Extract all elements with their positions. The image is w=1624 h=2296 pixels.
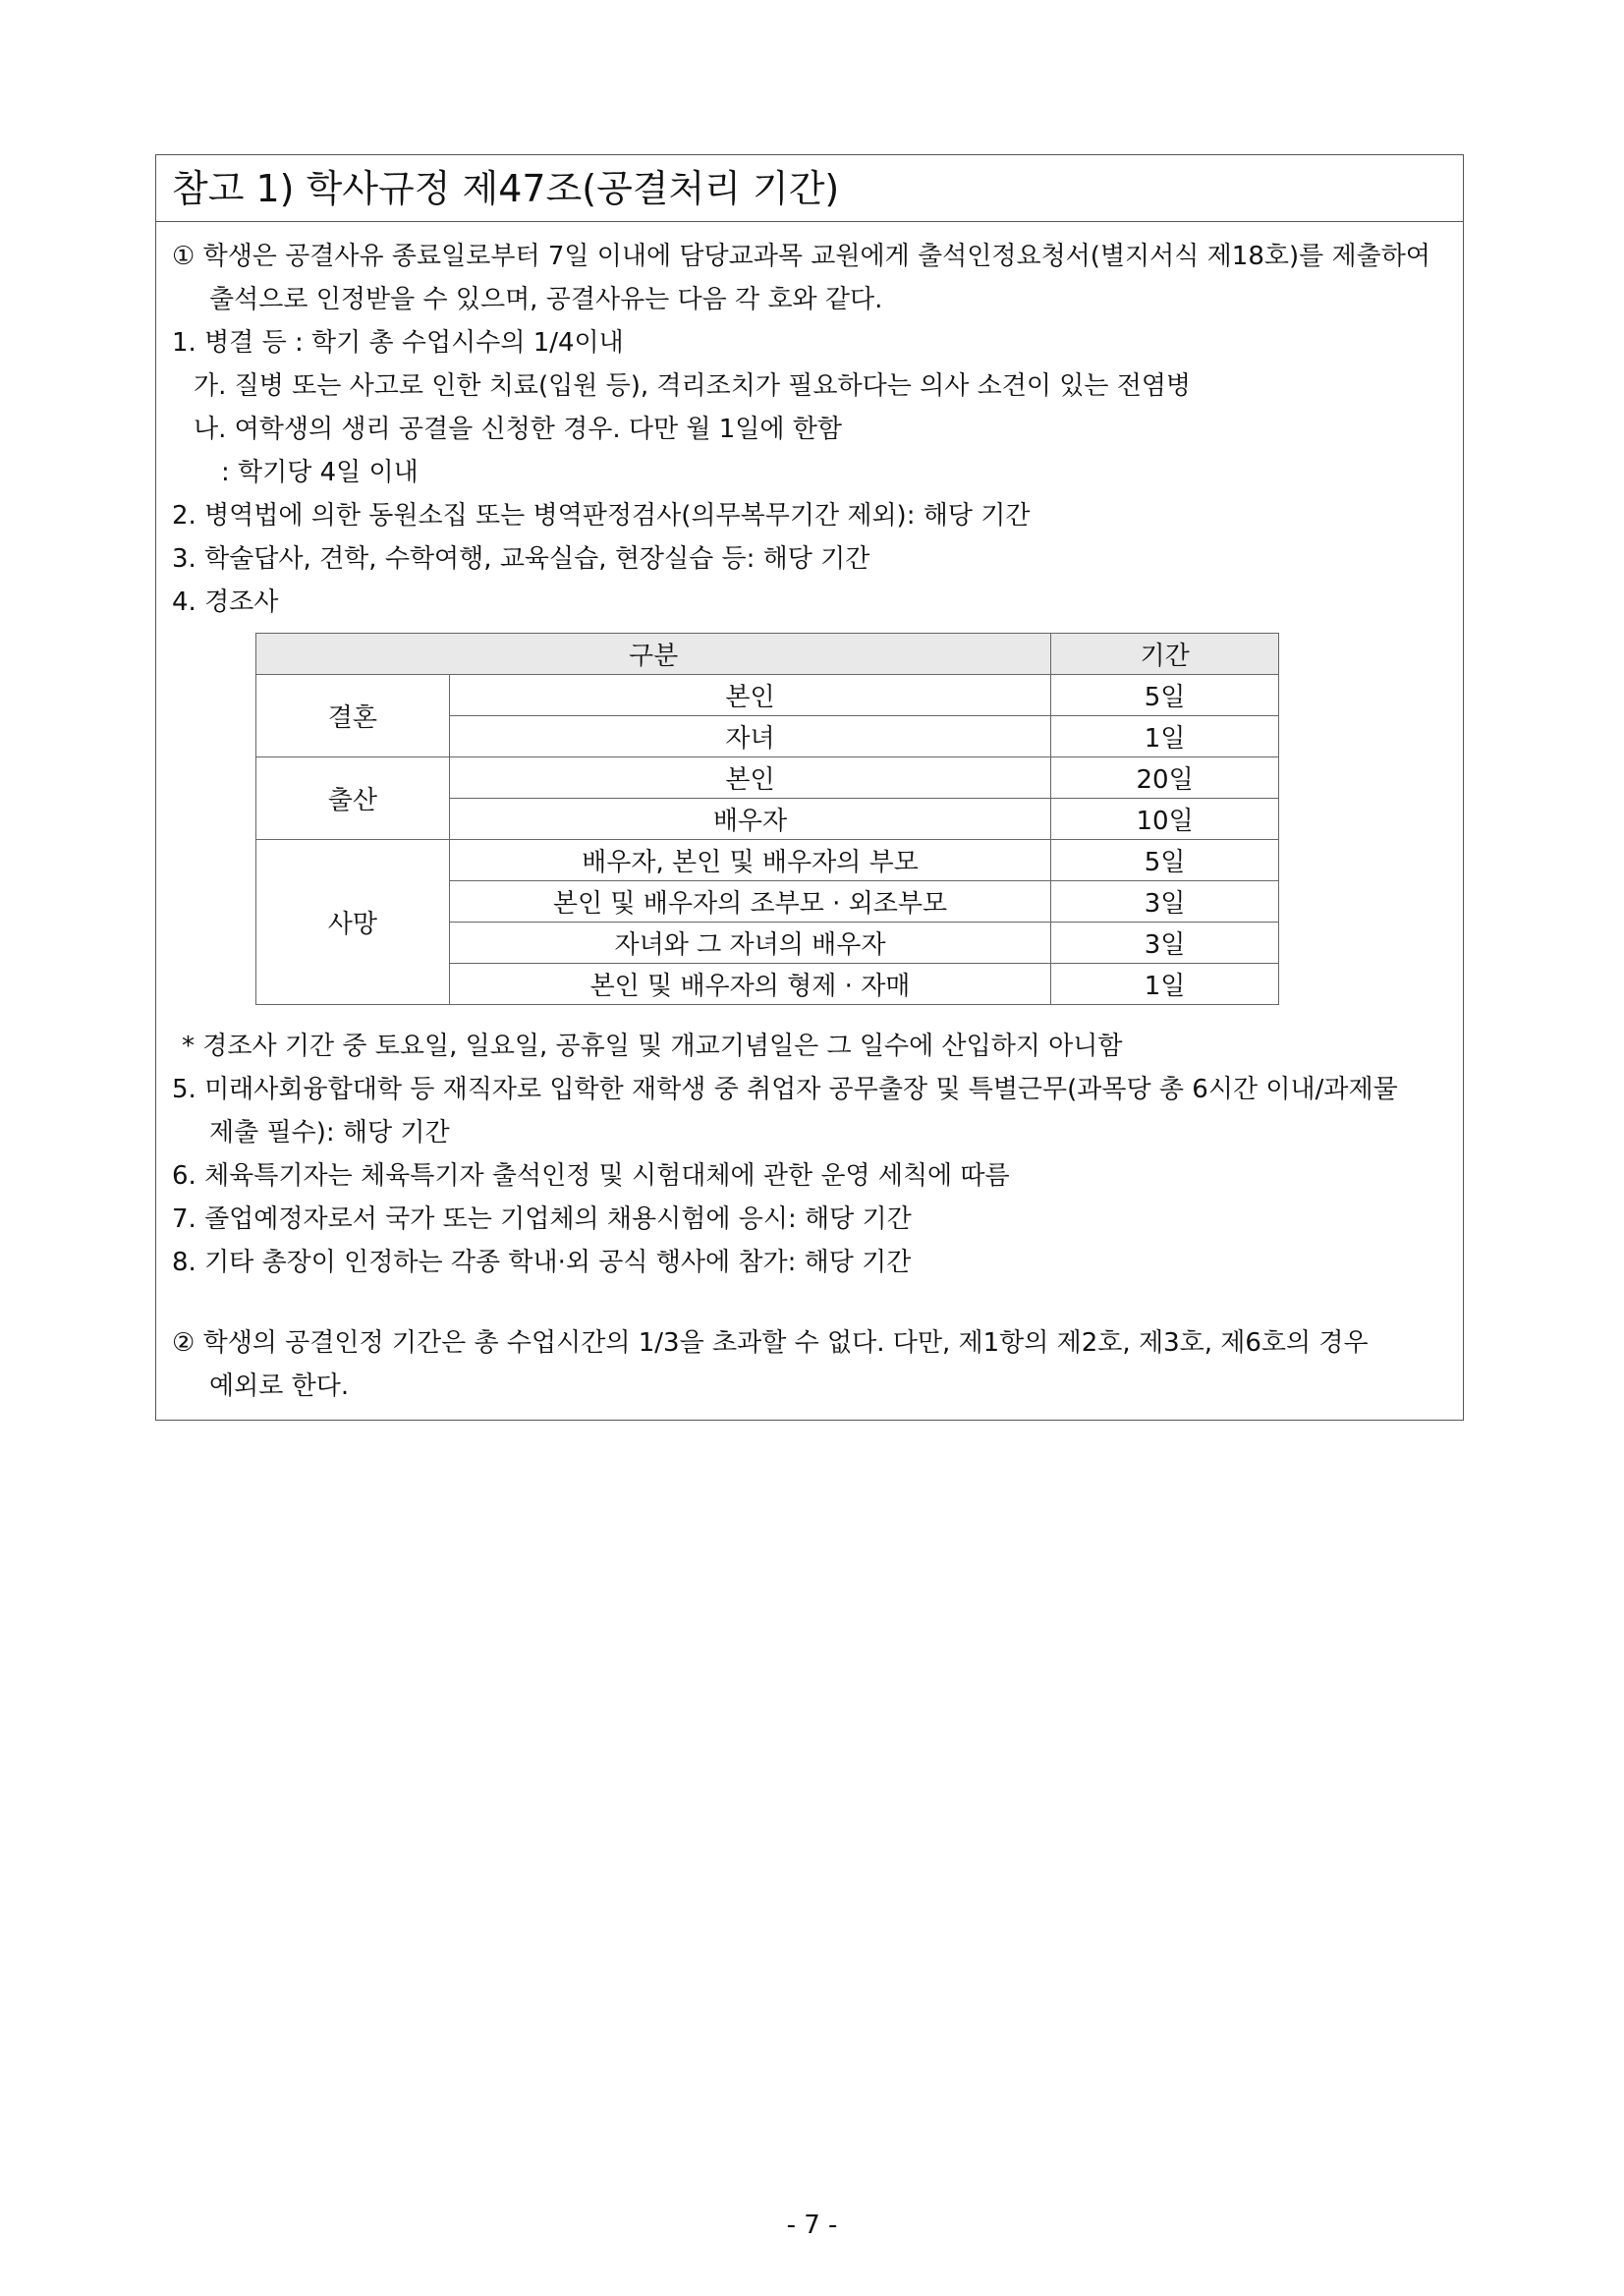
box-title: 참고 1) 학사규정 제47조(공결처리 기간) [156,155,1463,222]
row-period: 3일 [1051,881,1279,923]
page-number: - 7 - [786,2211,838,2240]
item6: 6. 체육특기자는 체육특기자 출석인정 및 시험대체에 관한 운영 세칙에 따름 [172,1161,1010,1191]
table-header-row [256,634,1279,675]
condolence-leave-table [255,633,1279,1005]
row-period: 5일 [1051,840,1279,881]
header-category: 구분 [256,634,1051,675]
row-label: 자녀 [449,716,1050,757]
group-childbirth: 출산 [256,757,450,840]
para2-line1: ② 학생의 공결인정 기간은 총 수업시간의 1/3을 초과할 수 없다. 다만, 제1항의 제2호, 제3호, 제6호의 경우 [172,1328,1369,1358]
para1-line1: ① 학생은 공결사유 종료일로부터 7일 이내에 담당교과목 교원에게 출석인정요청서(별지서식 제18호)를 제출하여 [172,242,1430,271]
row-label: 본인 및 배우자의 조부모 · 외조부모 [449,881,1050,923]
item5-line1: 5. 미래사회융합대학 등 재직자로 입학한 재학생 중 취업자 공무출장 및 특별근무(과목당 총 6시간 이내/과제물 [172,1075,1398,1104]
item7: 7. 졸업예정자로서 국가 또는 기업체의 채용시험에 응시: 해당 기간 [172,1204,912,1234]
row-period: 20일 [1051,757,1279,799]
item8: 8. 기타 총장이 인정하는 각종 학내·외 공식 행사에 참가: 해당 기간 [172,1248,912,1277]
row-period: 3일 [1051,923,1279,964]
item1-sub-ga: 가. 질병 또는 사고로 인한 치료(입원 등), 격리조치가 필요하다는 의사 소견이 있는 전염병 [194,371,1192,401]
table-row [256,675,1279,716]
row-label: 배우자, 본인 및 배우자의 부모 [449,840,1050,881]
row-period: 1일 [1051,964,1279,1005]
item4: 4. 경조사 [172,588,279,617]
group-marriage: 결혼 [256,675,450,757]
item2: 2. 병역법에 의한 동원소집 또는 병역판정검사(의무복무기간 제외): 해당 기간 [172,501,1031,531]
item3: 3. 학술답사, 견학, 수학여행, 교육실습, 현장실습 등: 해당 기간 [172,544,870,574]
row-period: 1일 [1051,716,1279,757]
group-death: 사망 [256,840,450,1005]
row-label: 본인 [449,675,1050,716]
item1-sub-na-note: : 학기당 4일 이내 [221,458,419,487]
para1-line2: 출석으로 인정받을 수 있으며, 공결사유는 다음 각 호와 같다. [209,285,883,314]
table-note: * 경조사 기간 중 토요일, 일요일, 공휴일 및 개교기념일은 그 일수에 산입하지 아니함 [182,1032,1123,1061]
row-period: 5일 [1051,675,1279,716]
row-period: 10일 [1051,799,1279,840]
row-label: 자녀와 그 자녀의 배우자 [449,923,1050,964]
item5-line2: 제출 필수): 해당 기간 [209,1118,450,1148]
header-period: 기간 [1051,634,1279,675]
item1-sub-na: 나. 여학생의 생리 공결을 신청한 경우. 다만 월 1일에 한함 [194,415,843,444]
table-row [256,840,1279,881]
para2-line2: 예외로 한다. [209,1372,350,1401]
table-row [256,757,1279,799]
item1-title: 1. 병결 등 : 학기 총 수업시수의 1/4이내 [172,328,624,358]
regulation-box [155,154,1464,1421]
row-label: 본인 및 배우자의 형제 · 자매 [449,964,1050,1005]
row-label: 배우자 [449,799,1050,840]
row-label: 본인 [449,757,1050,799]
